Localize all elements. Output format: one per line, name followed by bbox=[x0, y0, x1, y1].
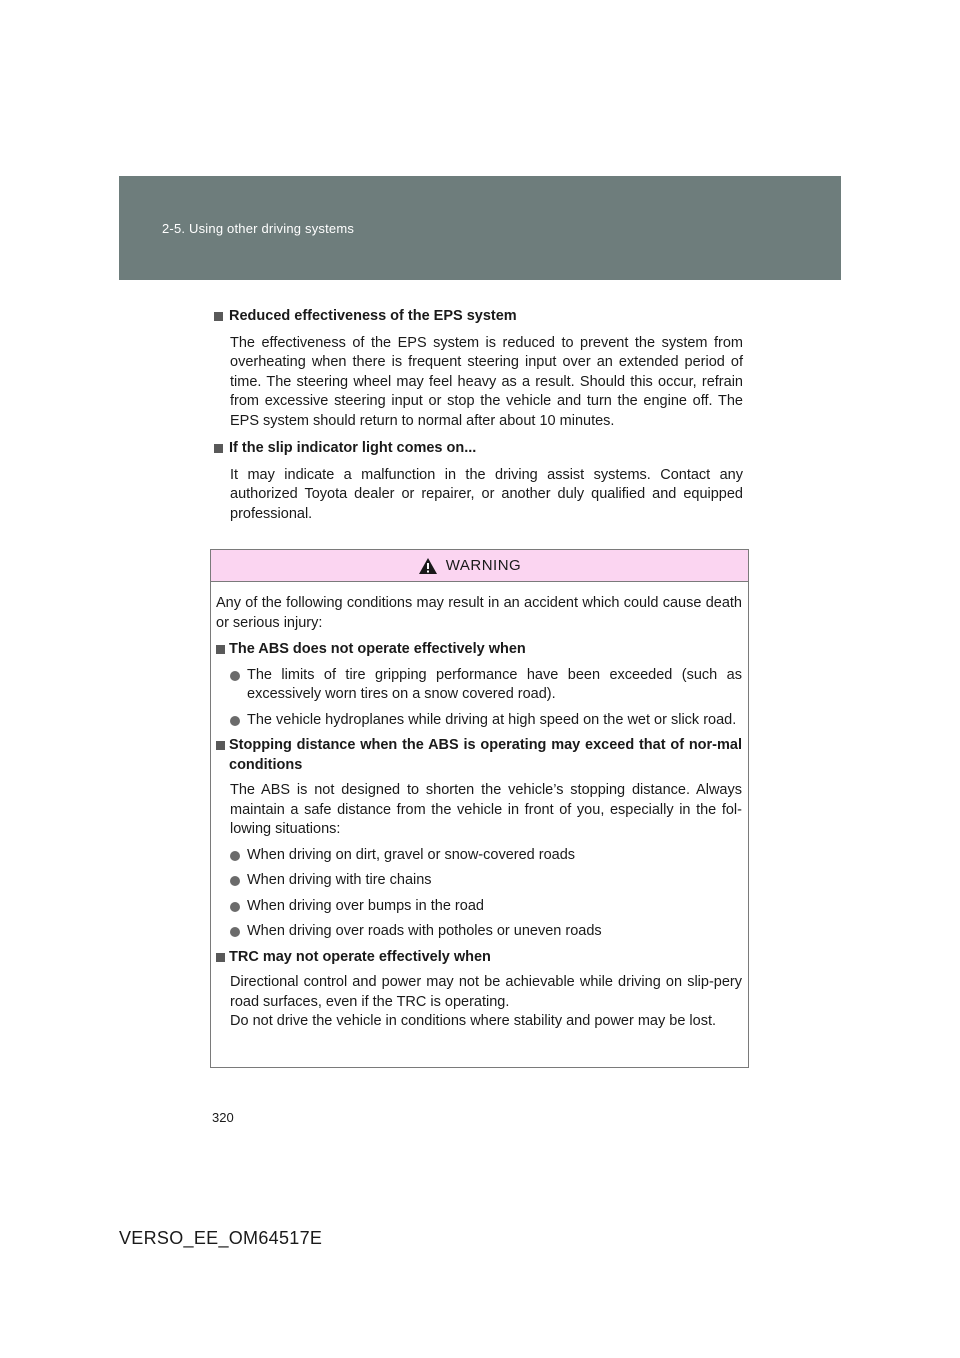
warning-triangle-icon bbox=[418, 557, 438, 575]
list-item: When driving with tire chains bbox=[216, 871, 742, 891]
section-title: 2-5. Using other driving systems bbox=[162, 221, 355, 236]
list-item: The vehicle hydroplanes while driving at high speed on the wet or slick road. bbox=[216, 711, 742, 731]
circle-bullet-icon bbox=[230, 902, 240, 912]
warning-title: WARNING bbox=[445, 557, 522, 574]
section-paragraph: It may indicate a malfunction in the driving assist systems. Contact any authorized Toyota dealer or repairer, or another duly qualified and equipped professional. bbox=[230, 466, 743, 522]
circle-bullet-icon bbox=[230, 671, 240, 681]
list-item: When driving over bumps in the road bbox=[216, 897, 742, 917]
section-paragraph: The effectiveness of the EPS system is reduced to prevent the system from overheating when there is frequent steering input over an extended period of time. The steering wheel may feel heavy as a result. Should this occur, refrain from excessive steering input or stop the vehicle and turn the engine off. The EPS system should return to normal after about 10 minutes. bbox=[230, 334, 743, 429]
section-heading: If the slip indicator light comes on... bbox=[212, 439, 743, 459]
section-heading: Reduced effectiveness of the EPS system bbox=[212, 307, 743, 327]
list-item: The limits of tire gripping performance have been exceeded (such as excessively worn tires on a snow covered road). bbox=[216, 666, 742, 705]
warning-subheading: The ABS does not operate effectively when bbox=[216, 640, 742, 660]
circle-bullet-icon bbox=[230, 927, 240, 937]
document-code: VERSO_EE_OM64517E bbox=[119, 1228, 323, 1248]
list-item: When driving over roads with potholes or uneven roads bbox=[216, 922, 742, 942]
warning-paragraph: Directional control and power may not be achievable while driving on slip-pery road surfaces, even if the TRC is operating. Do not drive the vehicle in conditions where stability and power may be lost. bbox=[230, 974, 742, 1029]
page-number: 320 bbox=[212, 1110, 234, 1125]
warning-paragraph: The ABS is not designed to shorten the vehicle’s stopping distance. Always maintain a safe distance from the vehicle in front of you, especially in the fol-lowing situations: bbox=[230, 782, 742, 837]
square-bullet-icon bbox=[216, 953, 225, 962]
square-bullet-icon bbox=[214, 312, 223, 321]
circle-bullet-icon bbox=[230, 851, 240, 861]
warning-subheading: TRC may not operate effectively when bbox=[216, 948, 742, 968]
circle-bullet-icon bbox=[230, 716, 240, 726]
warning-intro: Any of the following conditions may result in an accident which could cause death or serious injury: bbox=[216, 595, 742, 631]
circle-bullet-icon bbox=[230, 876, 240, 886]
warning-body bbox=[211, 582, 748, 1032]
warning-header bbox=[211, 550, 748, 582]
list-item: When driving on dirt, gravel or snow-covered roads bbox=[216, 846, 742, 866]
main-content bbox=[212, 307, 743, 532]
warning-box bbox=[210, 549, 749, 1068]
square-bullet-icon bbox=[214, 444, 223, 453]
warning-subheading: Stopping distance when the ABS is operating may exceed that of nor-mal conditions bbox=[216, 736, 742, 775]
square-bullet-icon bbox=[216, 741, 225, 750]
square-bullet-icon bbox=[216, 645, 225, 654]
